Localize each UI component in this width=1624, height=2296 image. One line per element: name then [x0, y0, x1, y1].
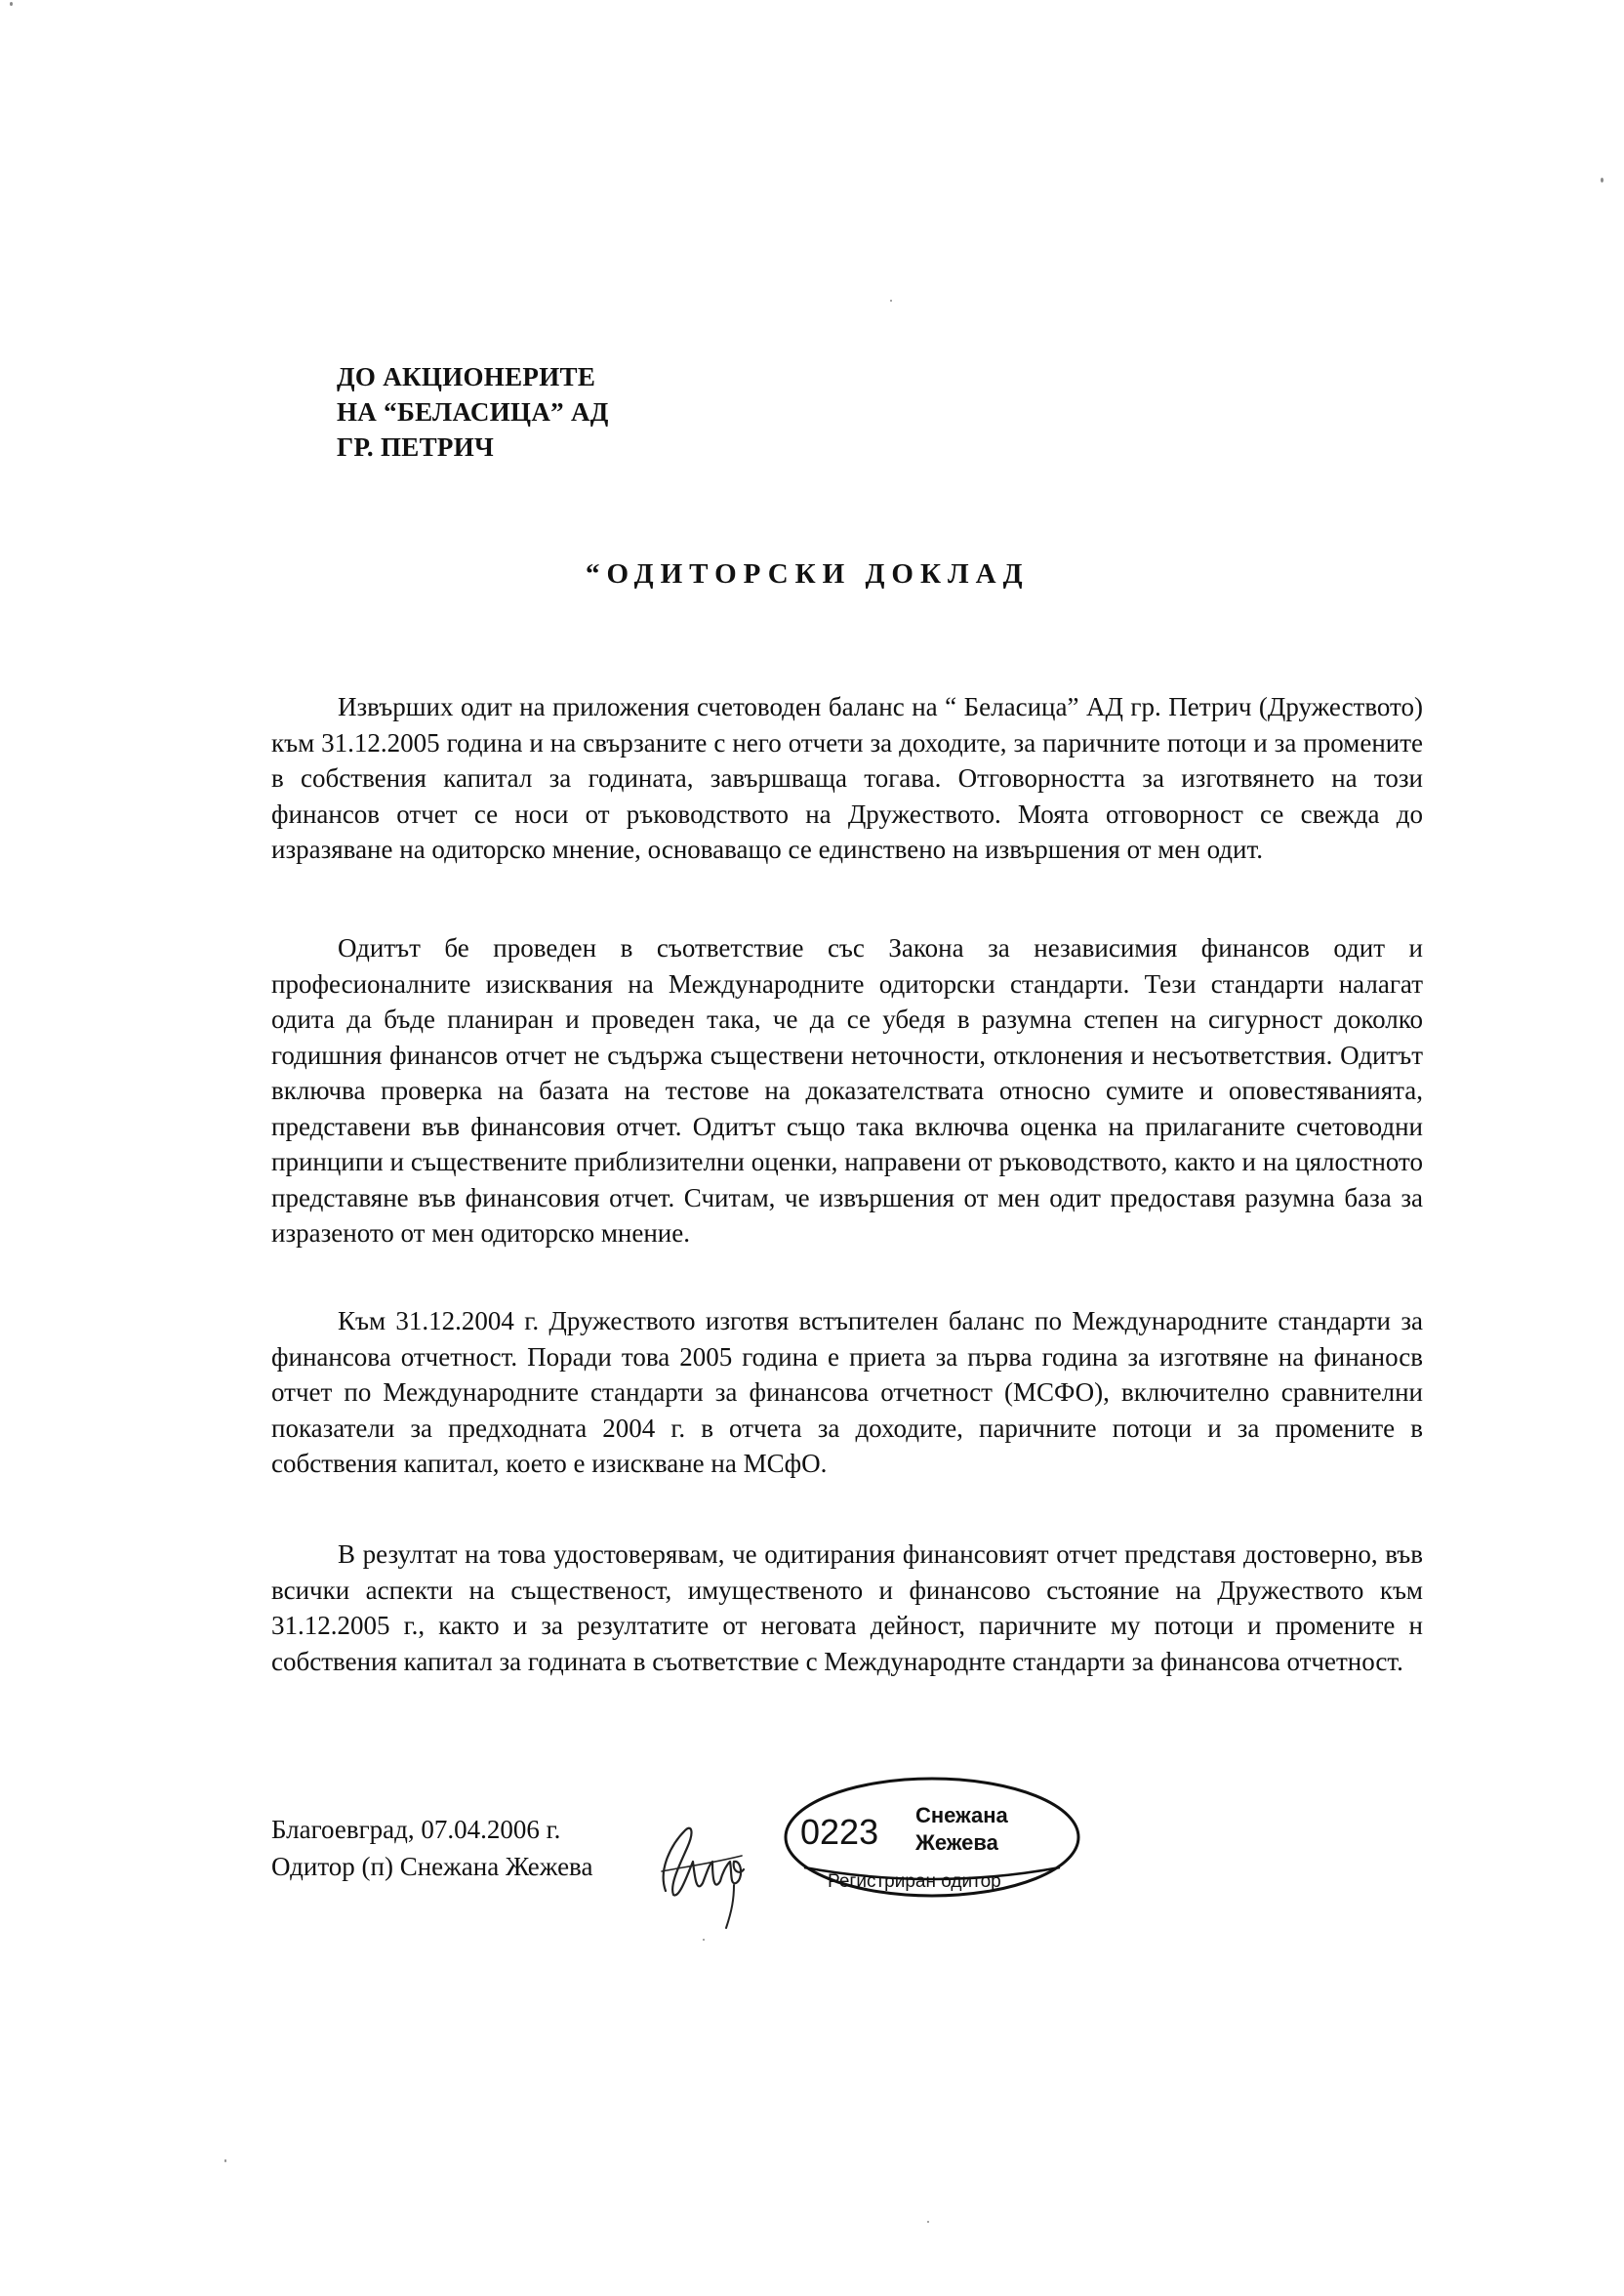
scan-speck: [224, 2159, 226, 2162]
addressee-block: [337, 359, 609, 465]
document-title: “ОДИТОРСКИ ДОКЛАД: [586, 558, 1030, 590]
body-paragraph: Одитът бе проведен в съответствие със Закона за независимия финансов одит и професионалните изисквания на Международните одиторски стандарти. Тези стандарти налагат одита да бъде планиран и проведен така, че да се убедя в разумна степен на сигурност доколко годишния финансов отчет не съдържа съществени неточности, отклонения и несъответствия. Одитът включва проверка на базата на тестове на доказателствата относно сумите и оповестяванията, представени във финансовия отчет. Одитът също така включва оценка на прилаганите счетоводни принципи и съществените приблизителни оценки, направени от ръководството, както и на цялостното представяне във финансовия отчет. Считам, че извършения от мен одит предоставя разумна база за изразеното от мен одиторско мнение.: [271, 933, 1423, 1248]
scan-speck: [890, 300, 892, 302]
addressee-line: ДО АКЦИОНЕРИТЕ: [337, 362, 596, 391]
place-date: Благоевград, 07.04.2006 г.: [271, 1815, 561, 1844]
stamp-caption: Регистриран одитор: [828, 1871, 1001, 1892]
scan-speck: [10, 2, 13, 6]
signoff-block: [271, 1811, 592, 1885]
addressee-line: ГР. ПЕТРИЧ: [337, 432, 495, 462]
handwritten-signature: [652, 1801, 750, 1938]
stamp-number: 0223: [800, 1812, 879, 1852]
stamp-first-name: Снежана: [915, 1803, 1008, 1827]
stamp-last-name: Жежева: [915, 1830, 998, 1855]
addressee-line: НА “БЕЛАСИЦА” АД: [337, 397, 609, 427]
auditor-stamp: [781, 1772, 1083, 1904]
scan-speck: [703, 1939, 705, 1941]
body-paragraph: Към 31.12.2004 г. Дружеството изготвя встъпителен баланс по Международните стандарти за финансова отчетност. Поради това 2005 година е приета за първа година за изготвяне на финаносв отчет по Международните стандарти за финансова отчетност (МСФО), включително сравнителни показатели за предходната 2004 г. в отчета за доходите, паричните потоци и за промените в собствения капитал, което е изискване на МСфО.: [271, 1306, 1423, 1478]
auditor-line: Одитор (п) Снежана Жежева: [271, 1852, 593, 1881]
scan-speck: [927, 2221, 929, 2223]
body-paragraph: Извърших одит на приложения счетоводен баланс на “ Беласица” АД гр. Петрич (Дружеството) към 31.12.2005 година и на свързаните с него отчети за доходите, за паричните потоци и за промените в собствения капитал за годината, завършваща тогава. Отговорността за изготвянето на този финансов отчет се носи от ръководството на Дружеството. Моята отговорност се свежда до изразяване на одиторско мнение, основаващо се единствено на извършения от мен одит.: [271, 692, 1423, 864]
body-paragraph: В резултат на това удостоверявам, че одитирания финансовият отчет представя достоверно, във всички аспекти на същественост, имущественото и финансово състояние на Дружеството към 31.12.2005 г., както и за резултатите от неговата дейност, паричните му потоци и промените н собствения капитал за годината в съответствие с Международнте стандарти за финансова отчетност.: [271, 1539, 1423, 1676]
scan-speck: [1601, 178, 1604, 183]
